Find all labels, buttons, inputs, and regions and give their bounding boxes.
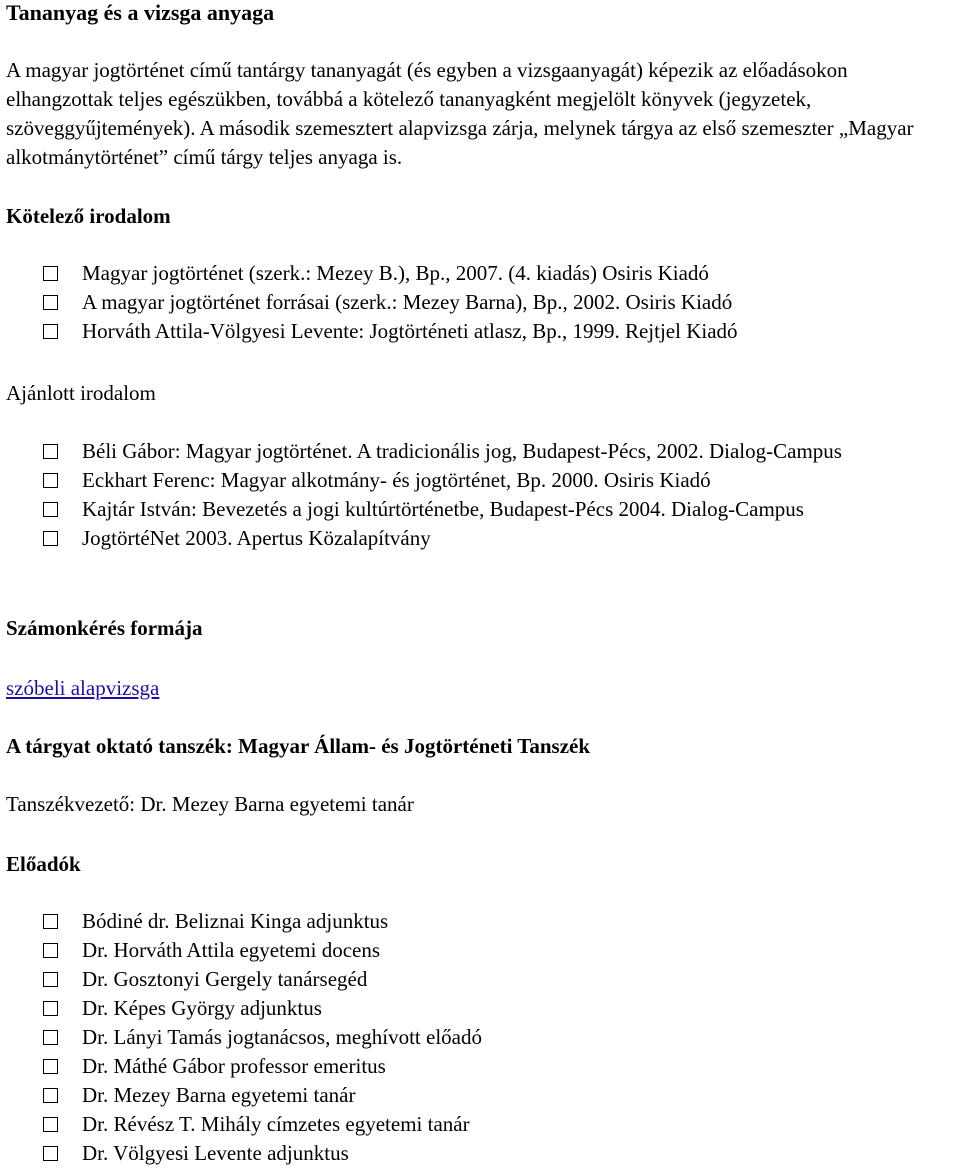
heading-szamonkeres: Számonkérés formája (6, 616, 203, 640)
checkbox-icon (43, 943, 58, 958)
checkbox-icon (43, 972, 58, 987)
list-item: Dr. Mezey Barna egyetemi tanár (6, 1081, 956, 1110)
list-item: Dr. Lányi Tamás jogtanácsos, meghívott előadó (6, 1023, 956, 1052)
eloadok-list (6, 907, 956, 1168)
checkbox-icon (43, 324, 58, 339)
list-item: JogtörtéNet 2003. Apertus Közalapítvány (6, 524, 956, 553)
list-item: Dr. Képes György adjunktus (6, 994, 956, 1023)
heading-eloadok: Előadók (6, 852, 81, 876)
checkbox-icon (43, 502, 58, 517)
checkbox-icon (43, 1088, 58, 1103)
list-item: Dr. Révész T. Mihály címzetes egyetemi tanár (6, 1110, 956, 1139)
tanszekvezeto-line: Tanszékvezető: Dr. Mezey Barna egyetemi tanár (6, 792, 414, 816)
checkbox-icon (43, 914, 58, 929)
tanszek-line: A tárgyat oktató tanszék: Magyar Állam- és Jogtörténeti Tanszék (6, 734, 591, 758)
checkbox-icon (43, 1117, 58, 1132)
list-item: Horváth Attila-Völgyesi Levente: Jogtörténeti atlasz, Bp., 1999. Rejtjel Kiadó (6, 317, 956, 346)
checkbox-icon (43, 266, 58, 281)
list-item: Dr. Horváth Attila egyetemi docens (6, 936, 956, 965)
szobeli-alapvizsga-link[interactable]: szóbeli alapvizsga (6, 676, 160, 700)
checkbox-icon (43, 473, 58, 488)
list-item: Kajtár István: Bevezetés a jogi kultúrtörténetbe, Budapest-Pécs 2004. Dialog-Campus (6, 495, 956, 524)
ajanlott-list (6, 437, 956, 553)
list-item: Eckhart Ferenc: Magyar alkotmány- és jogtörténet, Bp. 2000. Osiris Kiadó (6, 466, 956, 495)
list-item: A magyar jogtörténet forrásai (szerk.: Mezey Barna), Bp., 2002. Osiris Kiadó (6, 288, 956, 317)
checkbox-icon (43, 1030, 58, 1045)
checkbox-icon (43, 295, 58, 310)
list-item: Magyar jogtörténet (szerk.: Mezey B.), Bp., 2007. (4. kiadás) Osiris Kiadó (6, 259, 956, 288)
list-item: Dr. Gosztonyi Gergely tanársegéd (6, 965, 956, 994)
list-item: Dr. Völgyesi Levente adjunktus (6, 1139, 956, 1168)
checkbox-icon (43, 1001, 58, 1016)
list-item: Dr. Máthé Gábor professor emeritus (6, 1052, 956, 1081)
heading-ajanlott-irodalom: Ajánlott irodalom (6, 381, 156, 405)
kotelezo-list (6, 259, 956, 346)
checkbox-icon (43, 1146, 58, 1161)
checkbox-icon (43, 1059, 58, 1074)
heading-tananyag: Tananyag és a vizsga anyaga (6, 0, 275, 25)
list-item: Bódiné dr. Beliznai Kinga adjunktus (6, 907, 956, 936)
heading-kotelezo-irodalom: Kötelező irodalom (6, 204, 171, 228)
checkbox-icon (43, 531, 58, 546)
intro-paragraph: A magyar jogtörténet című tantárgy tananyagát (és egyben a vizsgaanyagát) képezik az előadásokon elhangzottak teljes egészükben, továbbá a kötelező tananyagként megjelölt könyvek (jegyzetek, szöveggyűjtemények). A második szemesztert alapvizsga zárja, melynek tárgya az első szemeszter „Magyar alkotmánytörténet” című tárgy teljes anyaga is. (6, 58, 914, 169)
checkbox-icon (43, 444, 58, 459)
list-item: Béli Gábor: Magyar jogtörténet. A tradicionális jog, Budapest-Pécs, 2002. Dialog-Campus (6, 437, 956, 466)
